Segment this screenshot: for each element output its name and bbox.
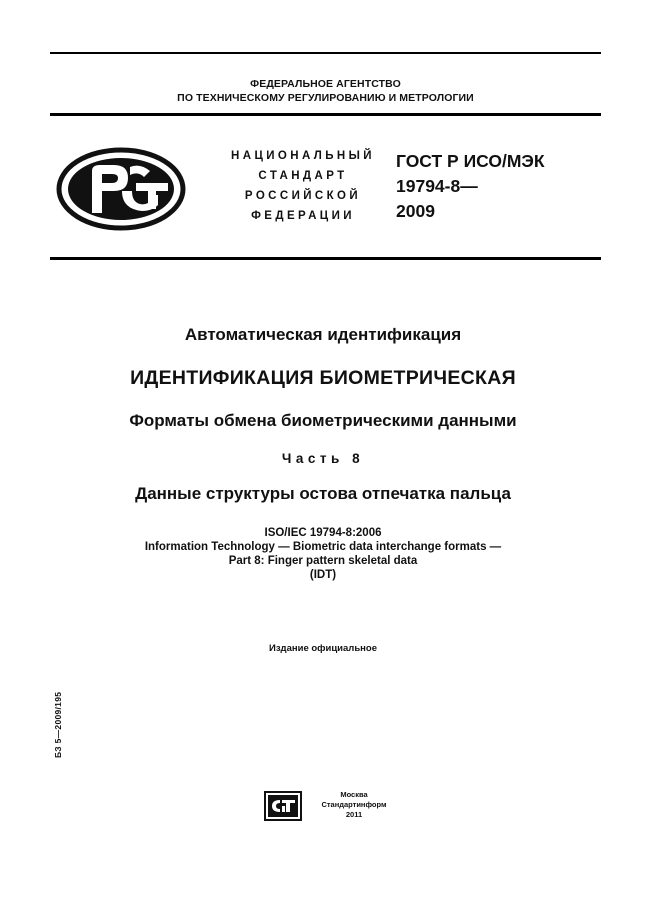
gost-line-2: 19794-8— [396,176,478,196]
gost-line-1: ГОСТ Р ИСО/МЭК [396,151,545,171]
agency-line-1: ФЕДЕРАЛЬНОЕ АГЕНТСТВО [250,78,401,90]
title-line-4: Данные структуры остова отпечатка пальца [135,484,511,503]
part-label: Часть 8 [281,451,365,466]
standard-block-rule [50,257,601,260]
national-line-2: СТАНДАРТ [258,170,348,182]
standartinform-logo-icon [264,791,302,821]
title-line-1: Автоматическая идентификация [184,325,462,344]
title-line-2: ИДЕНТИФИКАЦИЯ БИОМЕТРИЧЕСКАЯ [130,367,516,389]
gost-line-3: 2009 [396,201,435,221]
iso-line-4: (IDT) [309,569,337,581]
side-code: БЗ 5—2009/195 [53,691,63,758]
publisher-year: 2011 [345,810,363,819]
national-line-1: НАЦИОНАЛЬНЫЙ [231,150,375,162]
iso-line-3: Part 8: Finger pattern skeletal data [228,555,418,567]
rst-logo-icon [56,147,186,231]
agency-line-2: ПО ТЕХНИЧЕСКОМУ РЕГУЛИРОВАНИЮ И МЕТРОЛОГИИ [177,92,474,104]
national-line-4: ФЕДЕРАЦИИ [251,210,355,222]
title-line-3: Форматы обмена биометрическими данными [129,411,517,430]
publisher-city: Москва [340,790,368,799]
header-rule [50,113,601,116]
publisher-name: Стандартинформ [321,800,387,809]
top-rule [50,52,601,54]
national-line-3: РОССИЙСКОЙ [244,190,362,202]
iso-line-1: ISO/IEC 19794-8:2006 [264,527,382,539]
iso-line-2: Information Technology — Biometric data interchange formats — [144,541,502,553]
edition-label: Издание официальное [269,643,377,654]
